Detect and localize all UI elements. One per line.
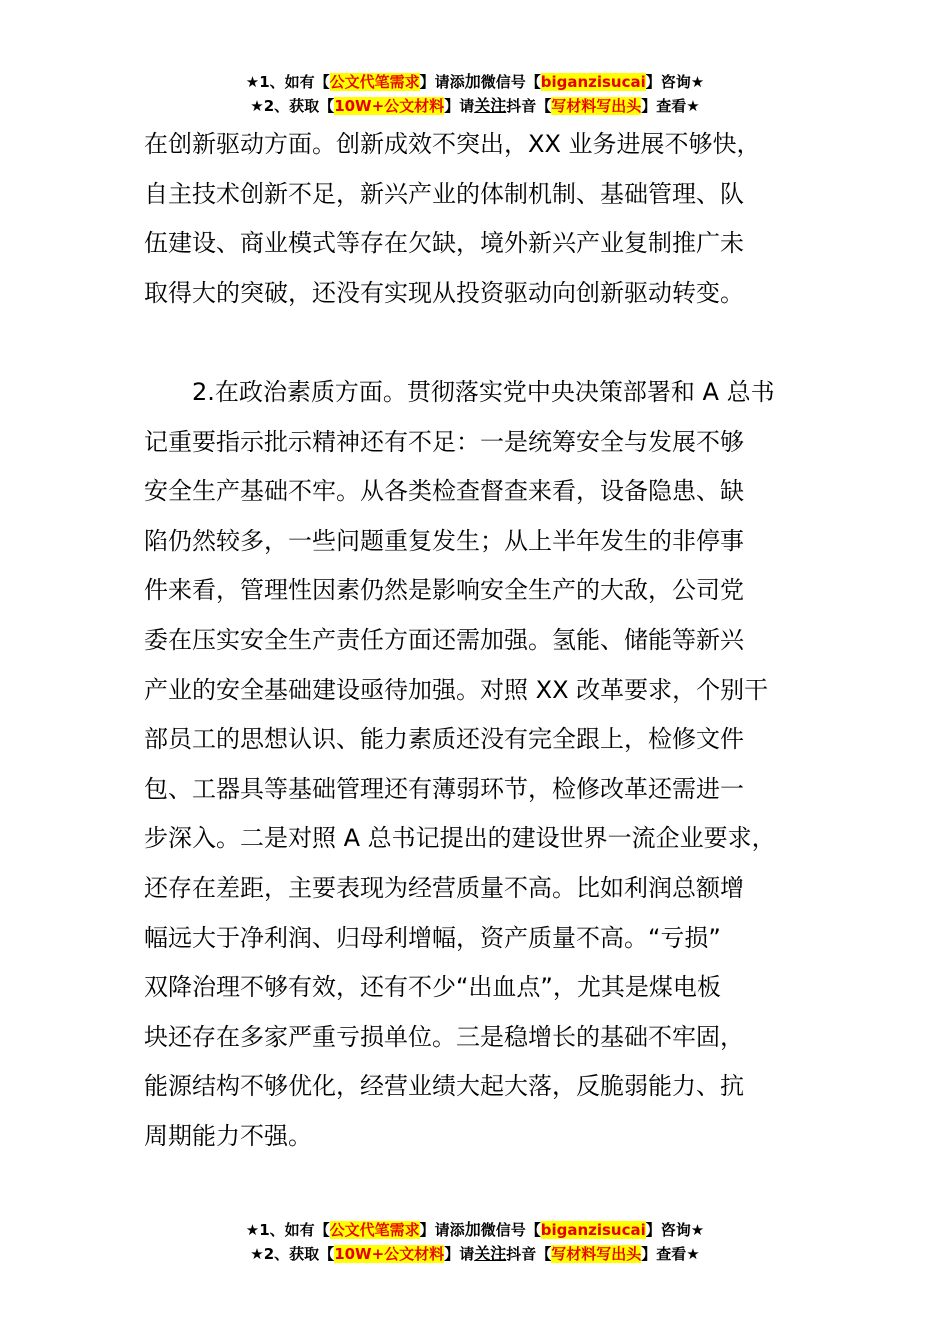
paragraph-line: 在创新驱动方面。创新成效不突出，XX 业务进展不够快， (144, 130, 761, 158)
banner-line-2-suffix: 】查看★ (641, 1245, 700, 1263)
paragraph-line: 块还存在多家严重亏损单位。三是稳增长的基础不牢固， (144, 1022, 744, 1051)
banner-line-2 (0, 94, 950, 118)
banner-line-1-mid-1: 】请添 (419, 1221, 465, 1239)
banner-line-1 (0, 1218, 950, 1242)
banner-line-1-mid-1: 】请添 (419, 73, 465, 91)
paragraph-line: 幅远大于净利润、归母利增幅，资产质量不高。“亏损” (144, 923, 721, 952)
banner-line-2-highlight-1: 10W+公文材料 (334, 97, 445, 115)
paragraph-line: 部员工的思想认识、能力素质还没有完全跟上，检修文件 (144, 725, 744, 754)
header-banner (0, 70, 950, 118)
banner-line-1-mid-2: 微信号【 (480, 73, 541, 91)
paragraph-line: 记重要指示批示精神还有不足：一是统筹安全与发展不够 (144, 427, 744, 456)
paragraph-line: 还存在差距，主要表现为经营质量不高。比如利润总额增 (144, 873, 744, 902)
paragraph-innovation (144, 120, 844, 318)
banner-line-2-highlight-2: 写材料写出头 (551, 1245, 642, 1263)
banner-line-2-emphasis: 关注 (474, 96, 507, 115)
paragraph-line: 周期能力不强。 (144, 1121, 312, 1150)
banner-line-1-highlight-1: 公文代笔需求 (329, 73, 420, 91)
paragraph-line: 委在压实安全生产责任方面还需加强。氢能、储能等新兴 (144, 625, 744, 654)
banner-line-2-mid-1: 】请 (444, 1245, 475, 1263)
paragraph-line: 2.在政治素质方面。贯彻落实党中央决策部署和 A 总书 (192, 378, 775, 406)
banner-line-2-suffix: 】查看★ (641, 97, 700, 115)
banner-line-2-emphasis: 关注 (474, 1244, 507, 1263)
banner-line-2-highlight-2: 写材料写出头 (551, 97, 642, 115)
paragraph-line: 自主技术创新不足，新兴产业的体制机制、基础管理、队 (144, 179, 744, 208)
banner-line-2-mid-2: 抖音【 (506, 97, 552, 115)
paragraph-line: 能源结构不够优化，经营业绩大起大落，反脆弱能力、抗 (144, 1072, 744, 1101)
banner-line-1-emphasis: 加 (464, 1220, 481, 1239)
paragraph-line: 陷仍然较多，一些问题重复发生；从上半年发生的非停事 (144, 526, 744, 555)
banner-line-1 (0, 70, 950, 94)
banner-line-2 (0, 1242, 950, 1266)
banner-line-1-highlight-1: 公文代笔需求 (329, 1221, 420, 1239)
banner-line-1-suffix: 】咨询★ (645, 1221, 705, 1239)
banner-line-1-prefix: ★1、如有【 (245, 73, 330, 91)
paragraph-line: 伍建设、商业模式等存在欠缺，境外新兴产业复制推广未 (144, 229, 744, 258)
banner-line-1-highlight-2: biganzisucai (540, 73, 646, 91)
banner-line-2-mid-2: 抖音【 (506, 1245, 552, 1263)
banner-line-2-highlight-1: 10W+公文材料 (334, 1245, 445, 1263)
banner-line-1-mid-2: 微信号【 (480, 1221, 541, 1239)
paragraph-line: 取得大的突破，还没有实现从投资驱动向创新驱动转变。 (144, 278, 744, 307)
banner-line-2-prefix: ★2、获取【 (250, 1245, 335, 1263)
paragraph-line: 安全生产基础不牢。从各类检查督查来看，设备隐患、缺 (144, 477, 744, 506)
paragraph-political-quality (144, 368, 844, 1162)
banner-line-2-mid-1: 】请 (444, 97, 475, 115)
banner-line-1-prefix: ★1、如有【 (245, 1221, 330, 1239)
paragraph-line: 件来看，管理性因素仍然是影响安全生产的大敌，公司党 (144, 576, 744, 605)
paragraph-line: 步深入。二是对照 A 总书记提出的建设世界一流企业要求， (144, 824, 776, 853)
banner-line-2-prefix: ★2、获取【 (250, 97, 335, 115)
paragraph-line: 产业的安全基础建设亟待加强。对照 XX 改革要求，个别干 (144, 675, 769, 704)
paragraph-line: 双降治理不够有效，还有不少“出血点”，尤其是煤电板 (144, 973, 721, 1002)
paragraph-line: 包、工器具等基础管理还有薄弱环节，检修改革还需进一 (144, 774, 744, 803)
banner-line-1-emphasis: 加 (464, 72, 481, 91)
footer-banner (0, 1218, 950, 1266)
banner-line-1-suffix: 】咨询★ (645, 73, 705, 91)
banner-line-1-highlight-2: biganzisucai (540, 1221, 646, 1239)
